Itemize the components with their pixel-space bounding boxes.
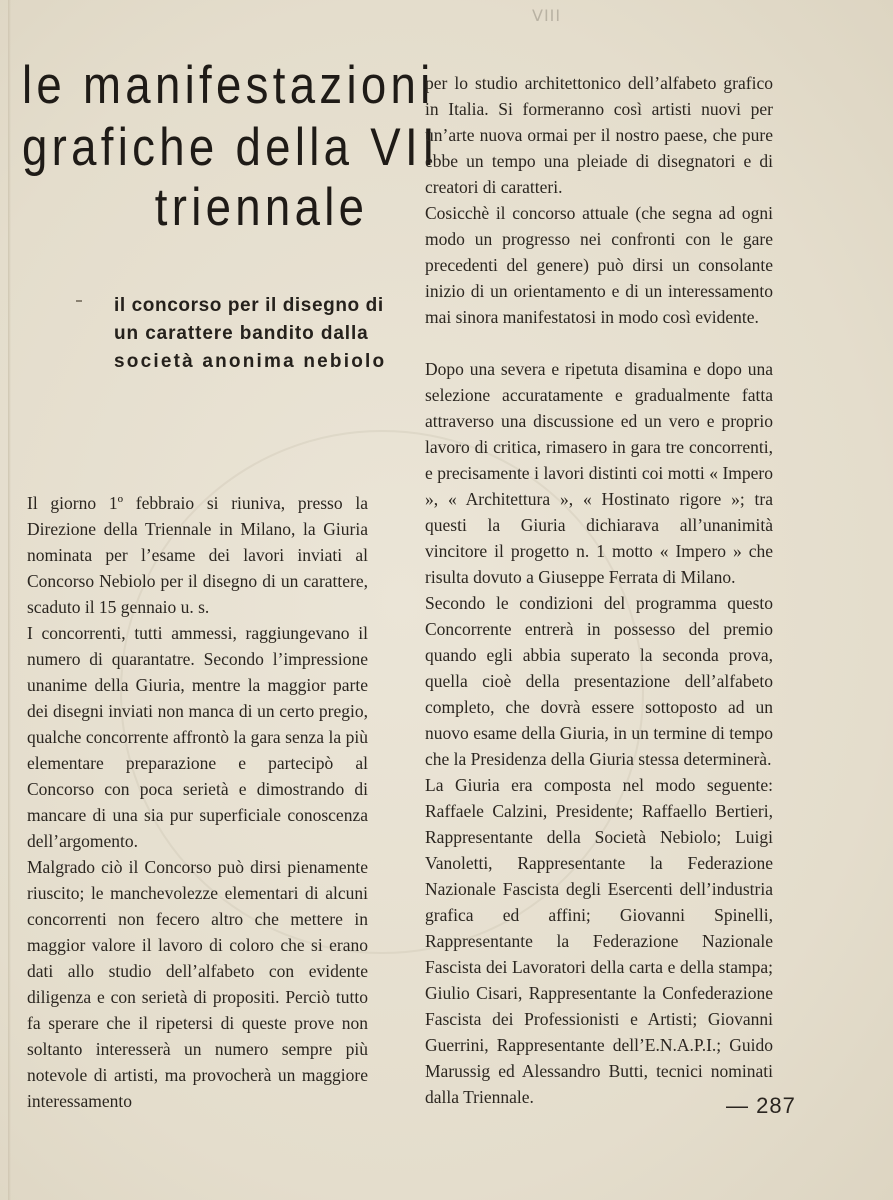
paragraph: Cosicchè il concorso attuale (che segna ad ogni modo un progresso nei confronti con le gare precedenti del genere) può dirsi un consolante inizio di un orientamento e di un interessamento mai sinora manifestatosi in modo così evidente. [425, 203, 773, 327]
paragraph: Dopo una severa e ripetuta disamina e dopo una selezione accuratamente e gradualmente fatta attraverso una discussione ed un vero e proprio lavoro di critica, rimasero in gara tre concorrenti, e precisamente i lavori distinti coi motti « Impero », « Architettura », « Hostinato rigore »; tra questi la Giuria dichiarava all’unanimità vincitore il progetto n. 1 motto « Impero » che risulta dovuto a Giuseppe Ferrata di Milano. [425, 359, 773, 587]
paragraph: I concorrenti, tutti ammessi, raggiungevano il numero di quarantatre. Secondo l’impressione unanime della Giuria, mentre la maggior parte dei disegni inviati non manca di un certo pregio, qualche concorrente affrontò la gara senza la più elementare preparazione e partecipò al Concorso con poca serietà e dimostrando di mancare di una sia pur superficiale conoscenza dell’argomento. [27, 623, 368, 851]
paragraph: Il giorno 1º febbraio si riuniva, presso la Direzione della Triennale in Milano, la Giuria nominata per l’esame dei lavori inviati al Concorso Nebiolo per il disegno di un carattere, scaduto il 15 gennaio u. s. [27, 493, 368, 617]
margin-note: VIII [532, 6, 562, 25]
title-line-2: grafiche della VII [22, 118, 439, 177]
title-line-3: triennale [154, 178, 368, 237]
paragraph: Secondo le condizioni del programma questo Concorrente entrerà in possesso del premio quando egli abbia superato la seconda prova, quella cioè della presentazione dell’alfabeto completo, che dovrà essere sottoposto ad un nuovo esame della Giuria, in un termine di tempo che la Presidenza della Giuria stessa determinerà. [425, 593, 773, 769]
paragraph: Malgrado ciò il Concorso può dirsi pienamente riuscito; le manchevolezze elementari di alcuni concorrenti non fecero altro che mettere in maggior valore il lavoro di coloro che si erano dati allo studio dell’alfabeto con evidente diligenza e con serietà di propositi. Perciò tutto fa sperare che il ripetersi di queste prove non soltanto interesserà un numero sempre più notevole di artisti, ma provocherà un maggiore interessamento [27, 857, 368, 1111]
paragraph: per lo studio architettonico dell’alfabeto grafico in Italia. Si formeranno così artisti nuovi per un’arte nuova ormai per il nostro paese, che pure ebbe un tempo una pleiade di disegnatori e di creatori di caratteri. [425, 73, 773, 197]
subtitle-line-1: il concorso per il disegno di [114, 295, 384, 316]
paragraph: La Giuria era composta nel modo seguente: Raffaele Calzini, Presidente; Raffaello Bertieri, Rappresentante della Società Nebiolo; Luigi Vanoletti, Rappresentante la Federazione Nazionale Fascista degli Esercenti dell’industria grafica ed affini; Giovanni Spinelli, Rappresentante la Federazione Nazionale Fascista dei Lavoratori della carta e della stampa; Giulio Cisari, Rappresentante la Confederazione Fascista dei Professionisti e Artisti; Giovanni Guerrini, Rappresentante dell’E.N.A.P.I.; Guido Marussig ed Alessandro Butti, tecnici nominati dalla Triennale. [425, 775, 773, 1107]
left-text-column [27, 490, 368, 1114]
page-number: — 287 [726, 1093, 796, 1118]
article-title [22, 56, 439, 238]
bullet-dash [76, 300, 82, 302]
right-text-column [425, 70, 773, 1110]
subtitle-line-2: un carattere bandito dalla [114, 323, 369, 344]
page-edge [8, 0, 11, 1200]
article-subtitle [114, 292, 387, 376]
title-line-1: le manifestazioni [22, 56, 435, 115]
subtitle-line-3: società anonima nebiolo [114, 351, 387, 372]
